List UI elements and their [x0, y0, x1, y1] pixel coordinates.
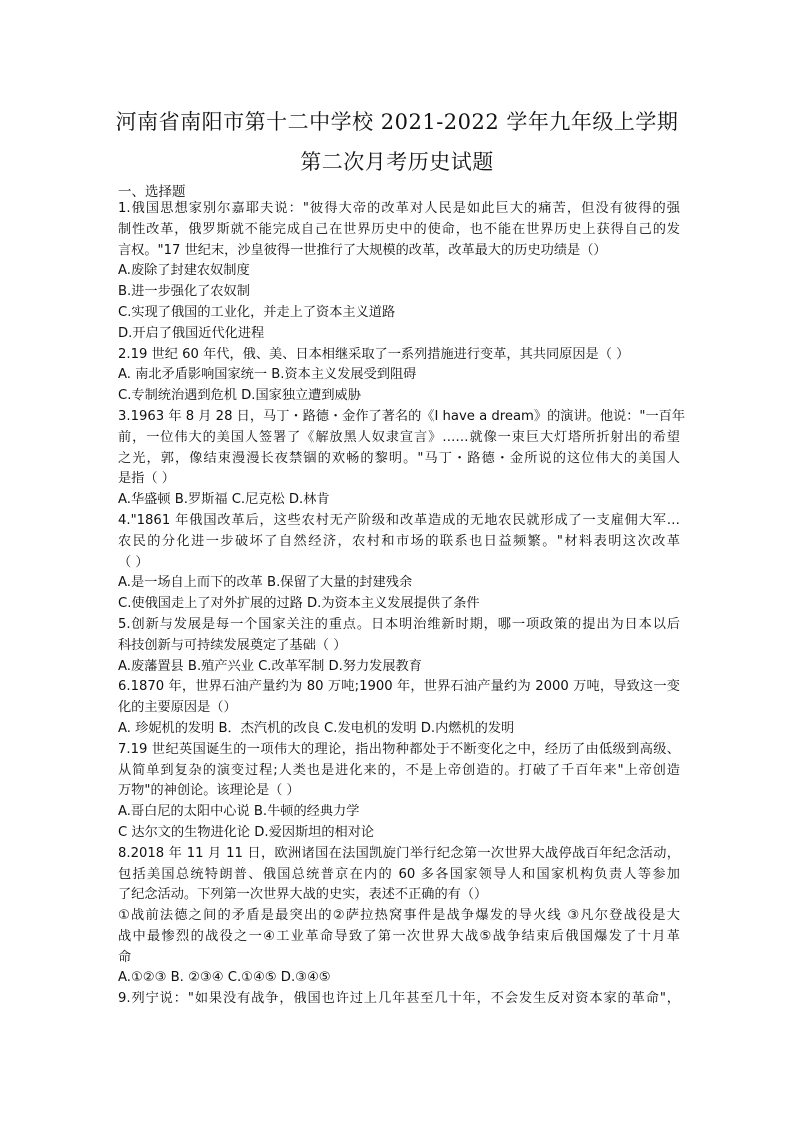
- text-line: 制性改革，俄罗斯就不能完成自己在世界历史中的使命，也不能在世界历史上获得自己的发: [118, 221, 680, 237]
- text-line: 2.19 世纪 60 年代，俄、美、日本相继采取了一系列措施进行变革，其共同原因是（ ）: [118, 346, 630, 362]
- exam-title-line1: 河南省南阳市第十二中学校 2021-2022 学年九年级上学期: [115, 110, 679, 134]
- text-line: 从简单到复杂的演变过程;人类也是进化来的，不是上帝创造的。打破了千百年来"上帝创造: [118, 762, 680, 778]
- text-line: A.哥白尼的太阳中心说 B.牛顿的经典力学: [118, 804, 360, 820]
- text-line: ①战前法德之间的矛盾是最突出的②萨拉热窝事件是战争爆发的导火线 ③凡尔登战役是大: [118, 908, 680, 924]
- text-line: 6.1870 年，世界石油产量约为 80 万吨;1900 年，世界石油产量约为 2000 万吨，导致这一变: [118, 679, 680, 695]
- text-line: 科技创新与可持续发展奠定了基础（ ）: [118, 637, 347, 653]
- text-line: 9.列宁说："如果没有战争，俄国也许过上几年甚至几十年，不会发生反对资本家的革命"，: [118, 991, 680, 1007]
- text-line: A.①②③ B. ②③④ C.①④⑤ D.③④⑤: [118, 970, 331, 986]
- text-line: A. 珍妮机的发明 B．杰汽机的改良 C.发电机的发明 D.内燃机的发明: [118, 720, 515, 736]
- text-line: 是指（ ）: [118, 471, 175, 487]
- text-line: 命: [118, 949, 132, 965]
- text-line: 之光，郭，像结束漫漫长夜禁锢的欢畅的黎明。"马丁・路德・金所说的这位伟大的美国人: [118, 450, 680, 466]
- text-line: C.使俄国走上了对外扩展的过路 D.为资本主义发展提供了条件: [118, 596, 480, 612]
- exam-title-line2: 第二次月考历史试题: [300, 150, 494, 174]
- text-line: A. 南北矛盾影响国家统一 B.资本主义发展受到阻碍: [118, 367, 417, 383]
- text-line: A.是一场自上而下的改革 B.保留了大量的封建残余: [118, 575, 413, 591]
- text-line: 言权。"17 世纪末，沙皇彼得一世推行了大规模的改革，改革最大的历史功绩是（）: [118, 242, 607, 258]
- text-line: 农民的分化进一步破坏了自然经济，农村和市场的联系也日益频繁。"材料表明这次改革: [118, 533, 680, 549]
- text-line: 了纪念活动。下列第一次世界大战的史实，表述不正确的有（）: [118, 887, 488, 903]
- text-line: A.废藩置县 B.殖产兴业 C.改革军制 D.努力发展教育: [118, 658, 422, 674]
- text-line: 8.2018 年 11 月 11 日，欧洲诸国在法国凯旋门举行纪念第一次世界大战停战百年纪念活动，: [118, 845, 680, 861]
- text-line: C.实现了俄国的工业化，并走上了资本主义道路: [118, 304, 396, 320]
- text-line: D.开启了俄国近代化进程: [118, 325, 265, 341]
- text-line: 5.创新与发展是每一个国家关注的重点。日本明治维新时期，哪一项政策的提出为日本以后: [118, 616, 680, 632]
- text-line: 4."1861 年俄国改革后，这些农村无产阶级和改革造成的无地农民就形成了一支雇佣大军…: [118, 512, 680, 528]
- text-line: （ ）: [118, 554, 149, 570]
- text-line: 化的主要原因是（）: [118, 700, 237, 716]
- text-line: B.进一步强化了农奴制: [118, 284, 250, 300]
- text-line: 7.19 世纪英国诞生的一项伟大的理论，指出物种都处于不断变化之中，经历了由低级到高级、: [118, 741, 680, 757]
- section-heading: 一、选择题: [118, 184, 186, 200]
- text-line: 包括美国总统特朗普、俄国总统普京在内的 60 多各国家领导人和国家机构负责人等参加: [118, 866, 680, 882]
- text-line: C 达尔文的生物进化论 D.爱因斯坦的相对论: [118, 824, 375, 840]
- text-line: 战中最惨烈的战役之一④工业革命导致了第一次世界大战⑤战争结束后俄国爆发了十月革: [118, 928, 680, 944]
- text-line: A.废除了封建农奴制度: [118, 263, 250, 279]
- text-line: A.华盛顿 B.罗斯福 C.尼克松 D.林肯: [118, 492, 330, 508]
- text-line: 3.1963 年 8 月 28 日，马丁・路德・金作了著名的《I have a dream》的演讲。他说："一百年: [118, 408, 686, 424]
- text-line: C.专制统治遇到危机 D.国家独立遭到威胁: [118, 388, 361, 404]
- question-text-block: [118, 199, 686, 1010]
- text-line: 1.俄国思想家别尔嘉耶夫说："彼得大帝的改革对人民是如此巨大的痛苦，但没有彼得的强: [118, 201, 680, 216]
- text-line: 万物"的神创论。该理论是（ ）: [118, 783, 300, 799]
- text-line: 前，一位伟大的美国人签署了《解放黑人奴隶宣言》……就像一束巨大灯塔所折射出的希望: [118, 429, 680, 445]
